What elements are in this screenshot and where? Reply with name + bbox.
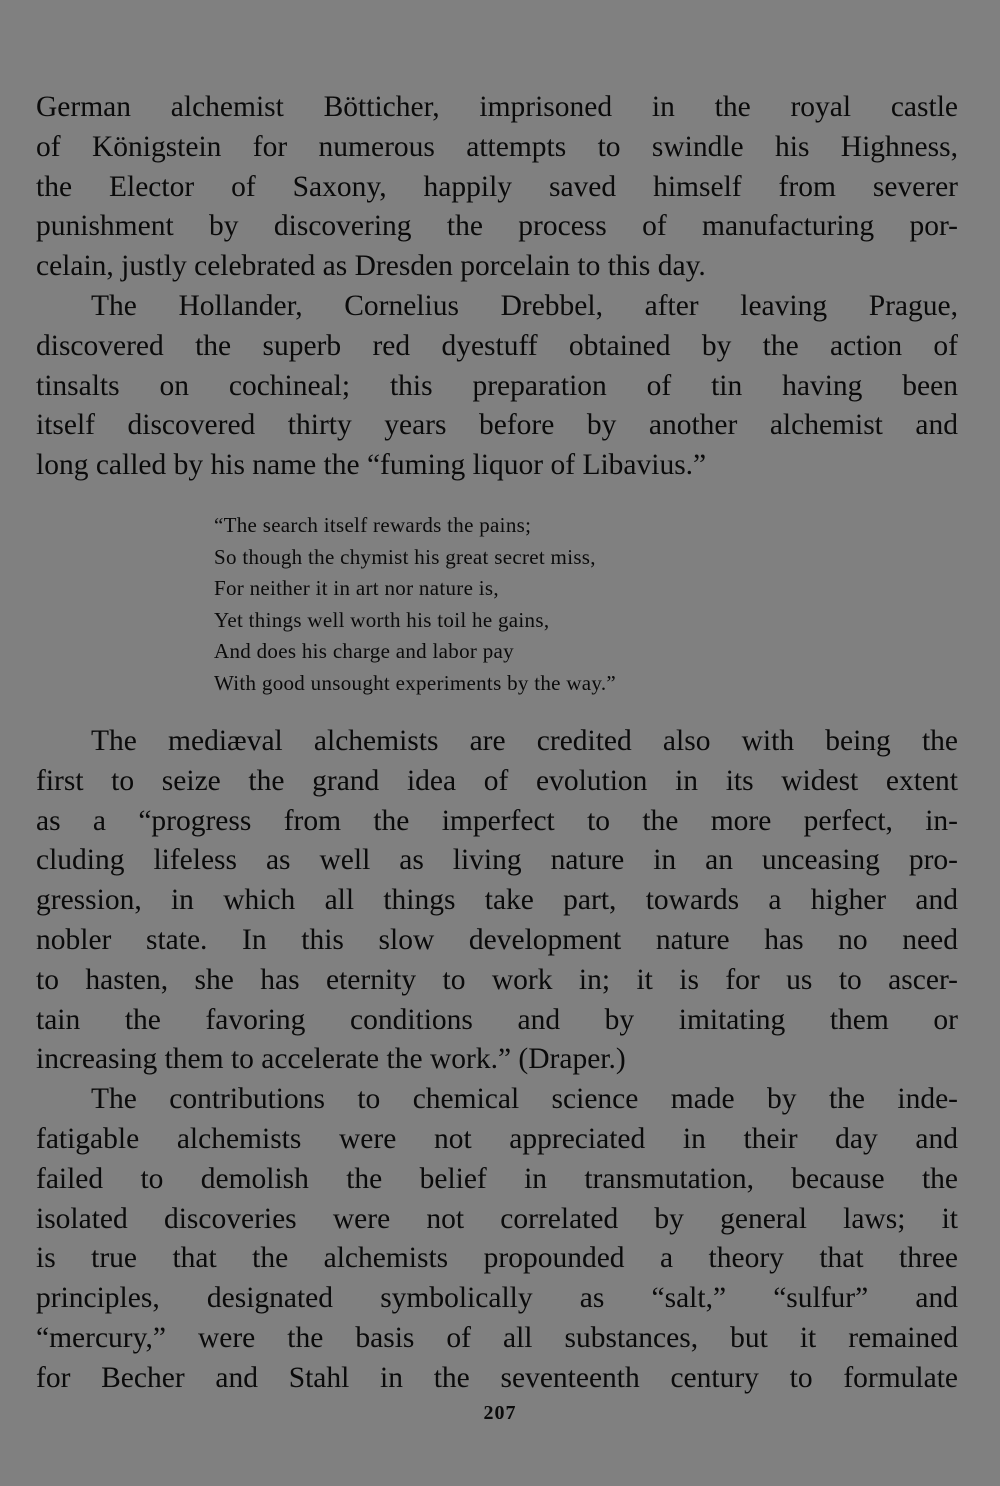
- text-line: discovered the superb red dyestuff obtained by the action of: [36, 329, 958, 362]
- verse-quotation: [214, 510, 814, 700]
- text-line: “mercury,” were the basis of all substances, but it remained: [36, 1321, 958, 1354]
- text-line: fatigable alchemists were not appreciated in their day and: [36, 1122, 958, 1155]
- verse-line: Yet things well worth his toil he gains,: [214, 607, 550, 632]
- text-line: The contributions to chemical science made by the inde-: [91, 1083, 958, 1116]
- text-line: itself discovered thirty years before by another alchemist and: [36, 409, 958, 442]
- verse-line: For neither it in art nor nature is,: [214, 576, 499, 601]
- verse-line: And does his charge and labor pay: [214, 639, 514, 664]
- text-line: The Hollander, Cornelius Drebbel, after leaving Prague,: [91, 289, 958, 322]
- text-line: the Elector of Saxony, happily saved himself from severer: [36, 170, 958, 203]
- text-line: tain the favoring conditions and by imitating them or: [36, 1003, 958, 1036]
- verse-line: So though the chymist his great secret miss,: [214, 544, 596, 569]
- page-number: 207: [483, 1402, 517, 1424]
- bottom-text-block: [36, 722, 958, 1399]
- text-line: The mediæval alchemists are credited also with being the: [91, 725, 958, 757]
- verse-line: With good unsought experiments by the way.”: [214, 670, 617, 695]
- text-line: German alchemist Bötticher, imprisoned in the royal castle: [36, 91, 958, 123]
- paragraph-contributions: [36, 1080, 958, 1398]
- text-line: failed to demolish the belief in transmutation, because the: [36, 1162, 958, 1195]
- paragraph-botticher: [36, 88, 958, 287]
- top-text-block: [36, 88, 958, 486]
- text-line: punishment by discovering the process of manufacturing por-: [36, 210, 958, 243]
- text-line: first to seize the grand idea of evolution in its widest extent: [36, 764, 958, 797]
- text-line: nobler state. In this slow development nature has no need: [36, 923, 958, 956]
- text-line: long called by his name the “fuming liquor of Libavius.”: [36, 449, 707, 482]
- text-line: for Becher and Stahl in the seventeenth century to formulate: [36, 1361, 958, 1394]
- text-line: to hasten, she has eternity to work in; it is for us to ascer-: [36, 963, 958, 996]
- text-line: increasing them to accelerate the work.” (Draper.): [36, 1043, 626, 1076]
- text-line: gression, in which all things take part, towards a higher and: [36, 884, 958, 917]
- verse-line: “The search itself rewards the pains;: [214, 513, 532, 537]
- text-line: as a “progress from the imperfect to the more perfect, in-: [36, 804, 958, 837]
- text-line: tinsalts on cochineal; this preparation of tin having been: [36, 369, 958, 402]
- text-line: of Königstein for numerous attempts to swindle his Highness,: [36, 130, 958, 163]
- text-line: principles, designated symbolically as “salt,” “sulfur” and: [36, 1282, 958, 1315]
- text-line: celain, justly celebrated as Dresden porcelain to this day.: [36, 250, 706, 283]
- text-line: isolated discoveries were not correlated by general laws; it: [36, 1202, 958, 1235]
- text-line: is true that the alchemists propounded a theory that three: [36, 1242, 958, 1275]
- paragraph-drebbel: [36, 287, 958, 486]
- paragraph-evolution: [36, 722, 958, 1080]
- text-line: cluding lifeless as well as living nature in an unceasing pro-: [36, 844, 958, 877]
